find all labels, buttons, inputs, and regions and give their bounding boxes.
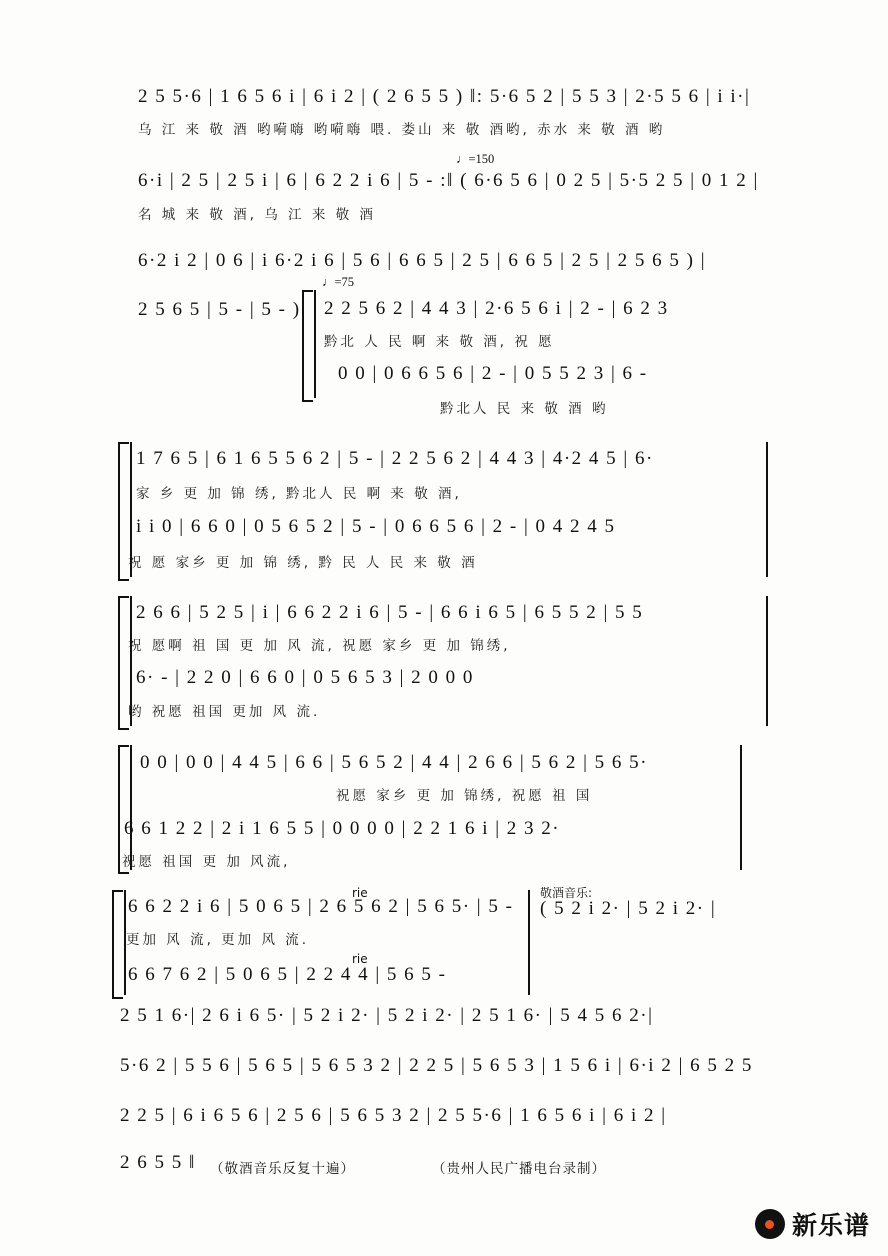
record-disc-icon xyxy=(755,1209,785,1239)
system-7-barline-right xyxy=(528,890,530,995)
system-3-voice-upper: 2 2 5 6 2 | 4 4 3 | 2·6 5 6 i | 2 - | 6 2 3 xyxy=(324,298,669,319)
system-8-line-4: 2 6 5 5 ‖ xyxy=(120,1152,196,1173)
system-7-ornament-upper: rie xyxy=(352,886,368,900)
system-8-line-2: 5·6 2 | 5 5 6 | 5 6 5 | 5 6 5 3 2 | 2 2 5 | 5 6 5 3 | 1 5 6 i | 6·i 2 | 6 5 2 5 xyxy=(120,1055,753,1076)
tempo-marking-1: ♩=150 xyxy=(456,152,495,166)
system-3-lyrics-lower: 黔北人 民 来 敬 酒 哟 xyxy=(440,401,609,417)
system-3-barline-left xyxy=(314,290,316,398)
recording-credit: （贵州人民广播电台录制） xyxy=(432,1161,606,1177)
system-7-voice-upper: 6 6 2 2 i 6 | 5 0 6 5 | 2 6 5 6 2 | 5 6 5· | 5 - xyxy=(128,896,514,917)
system-7-ornament-lower: rie xyxy=(352,952,368,966)
system-3-notes-second: 2 5 6 5 | 5 - | 5 - ) xyxy=(138,299,301,320)
system-3-notes: 6·2 i 2 | 0 6 | i 6·2 i 6 | 5 6 | 6 6 5 | 2 5 | 6 6 5 | 2 5 | 2 5 6 5 ) | xyxy=(138,250,707,271)
system-5-voice-lower: 6· - | 2 2 0 | 6 6 0 | 0 5 6 5 3 | 2 0 0 0 xyxy=(136,667,474,688)
system-6-barline-right xyxy=(740,745,742,870)
system-6-lyrics-lower: 祝愿 祖国 更 加 风流, xyxy=(122,854,291,870)
system-7-bracket-music: ( 5 2 i 2· | 5 2 i 2· | xyxy=(540,898,717,919)
system-5-barline-right xyxy=(766,596,768,726)
system-5-lyrics-lower: 哟 祝愿 祖国 更加 风 流. xyxy=(128,704,321,720)
system-2-notes: 6·i | 2 5 | 2 5 i | 6 | 6 2 2 i 6 | 5 - :‖ ( 6·6 5 6 | 0 2 5 | 5·5 2 5 | 0 1 2 | xyxy=(138,170,759,191)
system-5-voice-upper: 2 6 6 | 5 2 5 | i | 6 6 2 2 i 6 | 5 - | 6 6 i 6 5 | 6 5 5 2 | 5 5 xyxy=(136,602,644,623)
system-1-notes: 2 5 5·6 | 1 6 5 6 i | 6 i 2 | ( 2 6 5 5 ) ‖: 5·6 5 2 | 5 5 3 | 2·5 5 6 | i i·| xyxy=(138,86,751,107)
system-4-lyrics-upper: 家 乡 更 加 锦 绣, 黔北人 民 啊 来 敬 酒, xyxy=(136,486,462,502)
system-5-lyrics-upper: 祝 愿啊 祖 国 更 加 风 流, 祝愿 家乡 更 加 锦绣, xyxy=(128,638,511,654)
system-7-voice-lower: 6 6 7 6 2 | 5 0 6 5 | 2 2 4 4 | 5 6 5 - xyxy=(128,964,447,985)
system-6-voice-lower: 6 6 1 2 2 | 2 i 1 6 5 5 | 0 0 0 0 | 2 2 1 6 i | 2 3 2· xyxy=(124,818,561,839)
system-8-line-3: 2 2 5 | 6 i 6 5 6 | 2 5 6 | 5 6 5 3 2 | 2 5 5·6 | 1 6 5 6 i | 6 i 2 | xyxy=(120,1105,667,1126)
section-label-drinking-music: 敬酒音乐: xyxy=(540,886,593,900)
system-6-lyrics-upper: 祝愿 家乡 更 加 锦绣, 祝愿 祖 国 xyxy=(336,788,593,804)
system-3-voice-lower: 0 0 | 0 6 6 5 6 | 2 - | 0 5 5 2 3 | 6 - xyxy=(338,363,648,384)
logo-text: 新乐谱 xyxy=(791,1211,870,1240)
tempo-marking-2: ♩=75 xyxy=(322,275,355,289)
system-7-brace xyxy=(112,890,123,999)
site-logo xyxy=(755,1206,870,1242)
system-4-lyrics-lower: 祝 愿 家乡 更 加 锦 绣, 黔 民 人 民 来 敬 酒 xyxy=(128,555,478,571)
system-4-barline-right xyxy=(766,442,768,577)
system-4-voice-upper: 1 7 6 5 | 6 1 6 5 5 6 2 | 5 - | 2 2 5 6 2 | 4 4 3 | 4·2 4 5 | 6· xyxy=(136,448,654,469)
system-7-lyrics-upper: 更加 风 流, 更加 风 流. xyxy=(126,932,310,948)
system-8-line-1: 2 5 1 6·| 2 6 i 6 5· | 5 2 i 2· | 5 2 i 2· | 2 5 1 6· | 5 4 5 6 2·| xyxy=(120,1005,654,1026)
system-1-lyrics: 乌 江 来 敬 酒 哟嗬嗨 哟嗬嗨 喂. 娄山 来 敬 酒哟, 赤水 来 敬 酒 哟 xyxy=(138,122,666,138)
footer-repeat-note: （敬酒音乐反复十遍） xyxy=(210,1161,355,1177)
system-3-lyrics-upper: 黔北 人 民 啊 来 敬 酒, 祝 愿 xyxy=(324,334,555,350)
system-3-brace xyxy=(302,290,313,402)
system-6-voice-upper: 0 0 | 0 0 | 4 4 5 | 6 6 | 5 6 5 2 | 4 4 | 2 6 6 | 5 6 2 | 5 6 5· xyxy=(140,752,649,773)
system-2-lyrics: 名 城 来 敬 酒, 乌 江 来 敬 酒 xyxy=(138,207,376,223)
system-4-voice-lower: i i 0 | 6 6 0 | 0 5 6 5 2 | 5 - | 0 6 6 5 6 | 2 - | 0 4 2 4 5 xyxy=(136,516,616,537)
